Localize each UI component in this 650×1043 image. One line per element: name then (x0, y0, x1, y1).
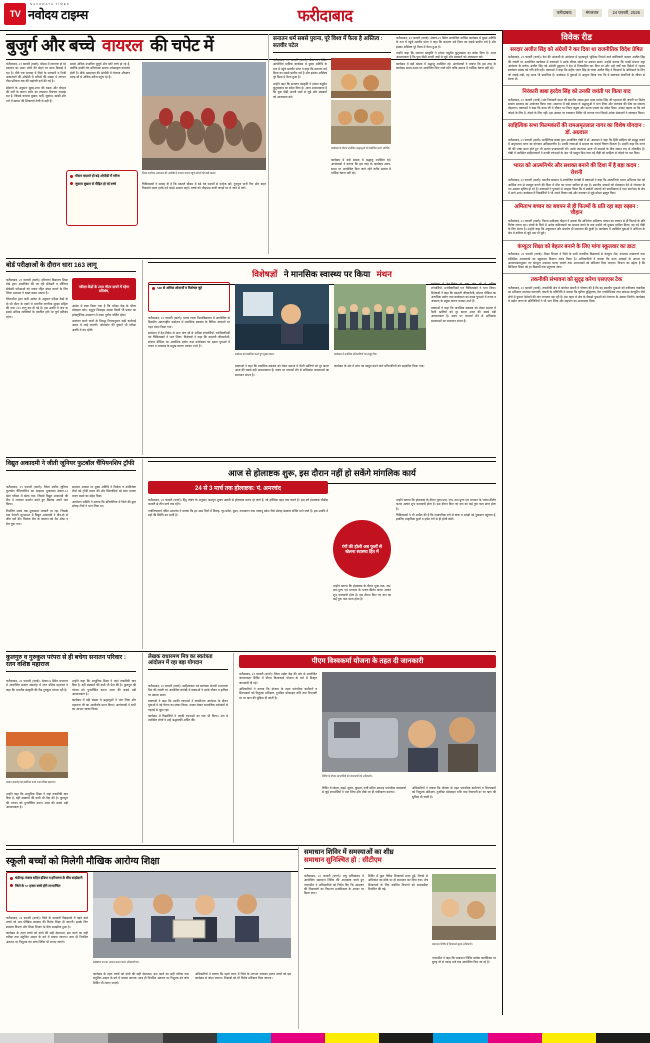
guru-headline: कुलगुरु व गुरुकुल परंपरा से ही बचेगा सनातन परिवार : रतन वशिष्ठ महाराज (6, 654, 126, 668)
holashtak-column-3: उन्होंने बताया कि होलाष्टक के दौरान पूजा-पाठ, जप, दान-पुण्य एवं भगवान के भजन-कीर्तन करना अत्यंत शुभ फलदायी होता है। इस दौरान किए गए दान का कई गुना फल प्राप्त होता है। चिकित्सकों ने भी अपील की है कि रासायनिक रंगों से त्वचा व आंखों को नुकसान पहुंचता है, इसलिए प्राकृतिक फूलों व हर्बल रंगों से ही होली खेलें। (396, 498, 496, 522)
lead-headline-part1: बुजुर्ग और बच्चे (6, 36, 95, 55)
pmvishwakarma-column-1: फरीदाबाद, 23 फरवरी (वार्ता)। जिला उद्योग केंद्र की ओर से आयोजित जागरूकता शिविर में पीएम विश्वकर्मा योजना के बारे में विस्तृत जानकारी दी गई। अधिकारियों ने बताया कि योजना के तहत पारंपरिक कारीगरों व शिल्पकारों को निशुल्क प्रशिक्षण, टूलकिट प्रोत्साहन राशि तथा रियायती दर पर ऋण की सुविधा दी जाती है। (239, 672, 317, 700)
school-health-photo (93, 872, 291, 958)
lead-bullet-1: मौसम बदलते ही बढ़े ओपीडी में मरीज (70, 174, 134, 179)
mental-column-4: सम्मेलन में देश-विदेश से आए पांच सौ से अधिक शोधार्थियों, मनोवैज्ञानिकों एवं चिकित्सकों ने भाग लिया। विशेषज्ञों ने कहा कि बदलती जीवनशैली, सोशल मीडिया का अत्यधिक प्रयोग तथा कार्यस्थल का दबाव युवाओं में तनाव व अवसाद के प्रमुख कारण बनकर उभरे हैं। वक्ताओं ने कहा कि मानसिक स्वास्थ्य को लेकर समाज में फैली भ्रांतियों को दूर करना आज की सबसे बड़ी आवश्यकता है। समय पर परामर्श लेने से अधिकांश समस्याओं का समाधान संभव है। (431, 282, 496, 323)
satnam-photo-caption: कार्यक्रम के दौरान उपस्थित श्रद्धालुओं को संबोधित करते अतिथि। (331, 147, 391, 150)
samadhan-photo (432, 874, 496, 940)
rail-item-2-title: निरंकारी बाबा हरदेव सिंह को उनकी जयंती पर किया याद (522, 89, 631, 96)
rail-item-2-body: फरीदाबाद, 23 फरवरी (वार्ता)। संत निरंकारी मंडल की स्थानीय शाखा द्वारा बाबा हरदेव सिंह जी महाराज की जयंती पर विशेष सत्संग समागम का आयोजन किया गया। समागम में बड़ी संख्या में श्रद्धालुओं ने भाग लिया और मानवता की सेवा का संकल्प दोहराया। वक्ताओं ने कहा कि बाबा जी ने जीवन भर विश्व बंधुत्व और मानव एकता का संदेश दिया। उनका कहना था कि धर्म जोड़ने के लिए है, तोड़ने के लिए नहीं। इस अवसर पर रक्तदान शिविर भी लगाया गया जिसमें अनेक सेवादारों ने रक्तदान किया। (508, 97, 645, 115)
holashtak-column-2: उन्होंने बताया कि होलाष्टक के दौरान पूजा-पाठ, जप, दान-पुण्य एवं भगवान के भजन-कीर्तन करना अत्यंत शुभ फलदायी होता है। इस दौरान किए गए दान का कई गुना फल प्राप्त होता है। (333, 584, 391, 601)
mental-photo-1 (235, 284, 329, 350)
school-bullet-2: जिले के 57 हजार बच्चे होंगे लाभान्वित (10, 884, 84, 889)
samadhan-column-1: फरीदाबाद, 23 फरवरी (वार्ता)। लघु सचिवालय में आयोजित समाधान शिविर की अध्यक्षता करते हुए नगराधीश ने अधिकारियों को निर्देश दिए कि आमजन की शिकायतों का निपटारा प्राथमिकता के आधार पर किया जाए। (304, 874, 364, 896)
lead-bullet-box (66, 170, 138, 226)
pmvishwakarma-photo-caption: शिविर के दौरान लाभार्थियों को जानकारी देते अधिकारी। (322, 775, 373, 778)
holashtak-headline-text: आज से होलाष्टक शुरू, इस दौरान नहीं हो सकेंगे मांगलिक कार्य (228, 468, 416, 478)
pmvishwakarma-photo (322, 672, 496, 772)
board-exam-banner: परीक्षा केंद्रों के 200 मीटर दायरे में रहेगा प्रतिबंध, (72, 278, 136, 300)
rail-item-1[interactable] (503, 44, 650, 86)
print-color-swatch (433, 1033, 487, 1043)
print-color-swatch (488, 1033, 542, 1043)
junior-football-headline: विद्युत अकादमी ने जीती जूनियर फुटबॉल चैंपियनशिप ट्रॉफी (6, 460, 135, 467)
lead-column-1: फरीदाबाद, 23 फरवरी (वार्ता)। मौसम में लगातार हो रहे बदलाव का असर लोगों की सेहत पर साफ दिखाई दे रहा है। बीते एक सप्ताह में जिले के सरकारी व निजी अस्पतालों की ओपीडी में मरीजों की संख्या में लगभग तीस प्रतिशत तक की बढ़ोतरी दर्ज की गई है। डॉक्टरों के अनुसार सुबह-शाम की ठंडक और दोपहर की गर्मी के कारण शरीर का तापमान नियंत्रण गड़बड़ा रहा है, जिससे वायरल बुखार, सर्दी, जुकाम, खांसी और गले में खराश की शिकायतें तेजी से बढ़ी हैं। (6, 62, 66, 103)
lead-column-3: चिकित्सकों ने सलाह दी है कि बदलते मौसम में ठंडे पेय पदार्थों से परहेज करें, गुनगुना पानी पिएं और बाहर निकलते समय हल्के गर्म कपड़े अवश्य पहनें। बच्चों को भीड़भाड़ वाली जगहों पर ले जाने से बचें। (142, 182, 266, 191)
writer-column-1: फरीदाबाद, 23 फरवरी (वार्ता)। साहित्यकार एवं स्वतंत्रता सेनानी राधारमण मित्र की जयंती पर आयोजित संगोष्ठी में वक्ताओं ने उनके जीवन व कृतित्व पर प्रकाश डाला। वक्ताओं ने कहा कि उनकी रचनाओं ने स्वाधीनता आंदोलन के दौरान युवाओं में नई चेतना का संचार किया। उनका लेखन सामाजिक सरोकारों से गहराई से जुड़ा रहा। कार्यक्रम में विद्यार्थियों ने उनकी रचनाओं का पाठ भी किया। अंत में उपस्थित लोगों ने उन्हें श्रद्धांजलि अर्पित की। (148, 684, 229, 723)
holashtak-banner: 24 से 3 मार्च तक होलाष्टक: पं. अमरचंद (148, 481, 328, 494)
guru-photo-caption: सत्संग समारोह को संबोधित करते रतन वशिष्ठ महाराज। (6, 781, 56, 784)
mental-headline-part1: विशेषज्ञों (252, 269, 278, 279)
school-health-bullet-box (6, 872, 88, 912)
pmvishwakarma-headline: पीएम विश्वकर्मा योजना के तहत दी जानकारी (239, 655, 496, 668)
rail-header: विवेक रीड (503, 30, 650, 44)
print-color-swatch (596, 1033, 650, 1043)
junior-column-1: फरीदाबाद, 23 फरवरी (वार्ता)। जिला स्तरीय जूनियर फुटबॉल चैंपियनशिप का फाइनल मुकाबला सेक्टर-12 खेल परिसर में खेला गया, जिसमें विद्युत अकादमी की टीम ने शानदार प्रदर्शन करते हुए खिताब अपने नाम किया। निर्धारित समय तक मुकाबला बराबरी पर रहा, जिसके बाद पेनल्टी शूटआउट में विद्युत अकादमी ने तीन-दो से जीत दर्ज की। विजेता टीम के कप्तान को मैन ऑफ द मैच चुना गया। (6, 485, 68, 526)
guru-column-2: उन्होंने कहा कि आधुनिक शिक्षा ने जहां तकनीकी ज्ञान दिया है, वहीं संस्कारों की कमी भी पैदा की है। कुलगुरु की परंपरा को पुनर्जीवित करना आज की सबसे बड़ी आवश्यकता है। कार्यक्रम में बड़ी संख्या में श्रद्धालुओं ने भाग लिया और महाराज जी का आशीर्वाद प्राप्त किया। आयोजकों ने सभी का आभार व्यक्त किया। (72, 679, 136, 711)
junior-column-2: समापन अवसर पर मुख्य अतिथि ने विजेता व उपविजेता टीमों को ट्रॉफी प्रदान की और खिलाड़ियों को खेल भावना बनाए रखने का संदेश दिया। आयोजन समिति ने बताया कि प्रतियोगिता में जिले की कुल सोलह टीमों ने भाग लिया था। (72, 485, 136, 509)
lead-bullet-2: जुकाम बुखार से पीड़ित हो रहे बच्चे (70, 182, 134, 187)
rail-item-3-title: साहित्यिक सभा फिल्मकारों की रामअमृतलाल नागर का विशेष योगदान : डॉ. अग्रवाल (508, 123, 645, 136)
brand-name-english: NAVODAYA TIMES (30, 2, 70, 6)
rail-item-6-body: फरीदाबाद, 23 फरवरी (वार्ता)। शिक्षा विभाग ने जिले के सभी राजकीय विद्यालयों से कंप्यूटर लैब, उपलब्ध उपकरणों तथा प्रशिक्षित अध्यापकों का स्कूलवार विवरण तलब किया है। अधिकारियों ने बताया कि प्राप्त आंकड़ों के आधार पर आवश्यकतानुसार नए कंप्यूटर उपलब्ध कराए जाएंगे तथा अध्यापकों को प्रशिक्षण दिया जाएगा। विभाग का उद्देश्य है कि डिजिटल शिक्षा को हर विद्यार्थी तक पहुंचाया जाए। (508, 252, 645, 270)
satnam-headline: सनातन धर्म सबसे पुराना, पूरे विश्व में फैला है अस्तित्व : सतवीर पटेल (273, 36, 383, 49)
school-health-column-3: अधिकारियों ने बताया कि पहले चरण में जिले के लगभग सत्तावन हजार बच्चों को इस कार्यक्रम से जोड़ा जाएगा। शिक्षकों को भी विशेष प्रशिक्षण दिया जाएगा। (195, 972, 291, 981)
dateline-date: 24 फरवरी, 2026 (608, 9, 644, 17)
mental-column-3: कार्यक्रम के अंत में शोध पत्र प्रस्तुत करने वाले प्रतिभागियों को सम्मानित किया गया। (334, 364, 425, 368)
print-mark (54, 1033, 108, 1043)
rail-item-6[interactable] (503, 241, 650, 275)
samadhan-headline-part1: समाधान शिविर में समस्याओं का शीघ्र (304, 849, 394, 856)
rail-item-3[interactable] (503, 120, 650, 160)
rail-item-1-body: फरीदाबाद, 23 फरवरी (वार्ता)। देश की आजादी के आंदोलन में महत्वपूर्ण भूमिका निभाने वाले क्रांतिकारी सरदार अजीत सिंह की जयंती पर आयोजित कार्यक्रम में वक्ताओं ने उनके जीवन संघर्ष पर प्रकाश डाला। उन्होंने बताया कि पगड़ी संभाल जट्टा आंदोलन के प्रणेता अजीत सिंह को अंग्रेजी हुकूमत ने देश से निष्कासित कर दिया था और उन्हें वर्षों तक विदेशों में रहकर स्वतंत्रता संग्राम को गति देनी पड़ी। वक्ताओं ने कहा कि शहीद भगत सिंह के चाचा अजीत सिंह ने किसानों के अधिकारों के लिए जो लड़ाई लड़ी, वह आज भी प्रासंगिक है। कार्यक्रम में युवाओं से आह्वान किया गया कि वे स्वतंत्रता सेनानियों के जीवन से प्रेरणा लें। (508, 55, 645, 82)
board-exam-column-2: आदेश में स्पष्ट किया गया है कि परीक्षा केंद्र के भीतर मोबाइल फोन, ब्लूटूथ डिवाइस अथवा किसी भी प्रकार का इलेक्ट्रॉनिक उपकरण ले जाना पूर्णतः वर्जित रहेगा। उल्लंघन करने वालों के विरुद्ध नियमानुसार कड़ी कार्रवाई अमल में लाई जाएगी। फोटोस्टेट की दुकानें भी परीक्षा अवधि में बंद रहेंगी। (72, 304, 136, 332)
lead-photo-caption: जिला नागरिक अस्पताल की ओपीडी में उपचार कराने पहुंचे मरीजों की लंबी कतार। (142, 172, 217, 175)
mental-headline-part3: मंथन (376, 269, 392, 279)
satnam-column-2: कार्यक्रम में बड़ी संख्या में श्रद्धालु उपस्थित रहे। आयोजकों ने बताया कि इस तरह के कार्यक्रम समय-समय पर आयोजित किए जाते रहेंगे ताकि समाज में धार्मिक चेतना बनी रहे। (331, 158, 391, 175)
guru-column-1b: उन्होंने कहा कि आधुनिक शिक्षा ने जहां तकनीकी ज्ञान दिया है, वहीं संस्कारों की कमी भी पैदा की है। कुलगुरु की परंपरा को पुनर्जीवित करना आज की सबसे बड़ी आवश्यकता है। (6, 792, 68, 809)
mental-column-1: फरीदाबाद, 23 फरवरी (वार्ता)। मानव रचना विश्वविद्यालय में आयोजित दो दिवसीय अंतरराष्ट्रीय सम्मेलन में मानसिक स्वास्थ्य के विविध आयामों पर गहन मंथन किया गया। सम्मेलन में देश-विदेश से आए पांच सौ से अधिक शोधार्थियों, मनोवैज्ञानिकों एवं चिकित्सकों ने भाग लिया। विशेषज्ञों ने कहा कि बदलती जीवनशैली, सोशल मीडिया का अत्यधिक प्रयोग तथा कार्यस्थल का दबाव युवाओं में तनाव व अवसाद के प्रमुख कारण बनकर उभरे हैं। (148, 316, 230, 348)
mental-headline-part2: ने मानसिक स्वास्थ्य पर किया (283, 269, 371, 279)
satnam-photo-1 (331, 58, 391, 98)
right-rail (502, 30, 650, 1015)
holashtak-circle-badge: रंगों की होली अब फूलों से खेलना स्वास्थ्य हित में (333, 520, 391, 578)
print-mark (163, 1033, 217, 1043)
satnam-column-3: फरीदाबाद, 23 फरवरी (वार्ता)। सेक्टर-21 स्थित आयोजित धार्मिक कार्यक्रम में मुख्य अतिथि के रूप में पहुंचे सतवीर पटेल ने कहा कि सनातन धर्म विश्व का सबसे प्राचीन धर्म है और इसका अस्तित्व पूरे विश्व में फैला हुआ है। उन्होंने कहा कि सनातन संस्कृति ने हमेशा वसुधैव कुटुम्बकम का संदेश दिया है। आज आवश्यकता है कि युवा पीढ़ी अपनी जड़ों से जुड़े और संस्कारों को आत्मसात करे। कार्यक्रम में बड़ी संख्या में श्रद्धालु उपस्थित रहे। आयोजकों ने बताया कि इस तरह के कार्यक्रम समय-समय पर आयोजित किए जाते रहेंगे ताकि समाज में धार्मिक चेतना बनी रहे। (396, 36, 496, 70)
satnam-photo-2 (331, 100, 391, 144)
print-color-swatch (379, 1033, 433, 1043)
samadhan-headline (304, 849, 496, 869)
school-bullet-1: चंडीगढ़-पंजाब सहित इंडिया व हरियाणा के बीच साझेदारी (10, 876, 84, 881)
satnam-column-1: फरीदाबाद, 23 फरवरी (वार्ता)। सेक्टर-21 स्थित आयोजित धार्मिक कार्यक्रम में मुख्य अतिथि के रूप में पहुंचे सतवीर पटेल ने कहा कि सनातन धर्म विश्व का सबसे प्राचीन धर्म है और इसका अस्तित्व पूरे विश्व में फैला हुआ है। उन्होंने कहा कि सनातन संस्कृति ने हमेशा वसुधैव कुटुम्बकम का संदेश दिया है। आज आवश्यकता है कि युवा पीढ़ी अपनी जड़ों से जुड़े और संस्कारों को आत्मसात करे। (273, 58, 327, 99)
board-exam-headline: बोर्ड परीक्षाओं के दौरान धारा 163 लागू (6, 262, 97, 269)
lead-headline-part3: की चपेट में (150, 36, 214, 55)
pmvishwakarma-column-2: शिविर में लोहार, बढ़ई, सुनार, कुम्हार, दर्जी सहित अठारह पारंपरिक व्यवसायों से जुड़े लाभार्थियों ने भाग लिया और मौके पर ही पंजीकरण कराया। (322, 786, 406, 795)
brand-name: नवोदय टाइम्स (28, 8, 88, 22)
print-color-swatch (217, 1033, 271, 1043)
dateline-day: मंगलवार (582, 9, 603, 17)
rail-item-1-title: सरदार अजीत सिंह को अंग्रेजों ने कर दिया था राजनीतिक विदेश प्रेषित (510, 47, 643, 53)
guru-column-1: फरीदाबाद, 23 फरवरी (वार्ता)। सेक्टर-9 स्थित सभागार में आयोजित सत्संग समारोह में रतन वशिष्ठ महाराज ने कहा कि भारतीय संस्कृति की रीढ़ गुरुकुल परंपरा रही है। (6, 679, 68, 692)
rail-item-3-body: फरीदाबाद, 23 फरवरी (वार्ता)। साहित्यिक संस्था द्वारा आयोजित गोष्ठी में डॉ. अग्रवाल ने कहा कि हिंदी साहित्य को समृद्ध बनाने में अमृतलाल नागर का योगदान अविस्मरणीय है। उनकी रचनाओं में समाज का यथार्थ चित्रण मिलता है। उन्होंने कहा कि नागर जी की भाषा सरल होते हुए भी अत्यंत प्रभावशाली थी। उनके उपन्यास आज भी पाठकों के बीच समान रूप से लोकप्रिय हैं। गोष्ठी में उपस्थित साहित्यकारों ने उनकी रचनाओं के अंश भी प्रस्तुत किए तथा नई पीढ़ी को साहित्य से जोड़ने पर बल दिया। (508, 138, 645, 155)
print-mark (108, 1033, 162, 1043)
print-mark (0, 1033, 54, 1043)
print-color-swatch (271, 1033, 325, 1043)
masthead (0, 0, 650, 31)
holashtak-column-1: फरीदाबाद, 23 फरवरी (वार्ता)। हिंदू पंचांग के अनुसार फाल्गुन शुक्ल अष्टमी से होलाष्टक प्रारंभ हो जाते हैं, जो होलिका दहन तक चलते हैं। इस वर्ष होलाष्टक चौबीस फरवरी से तीन मार्च तक रहेंगे। ज्योतिषाचार्य पंडित अमरचंद ने बताया कि इन आठ दिनों में विवाह, गृह प्रवेश, मुंडन, नामकरण तथा नववधू प्रवेश जैसे सोलह संस्कार वर्जित माने जाते हैं। इस अवधि में ग्रहों की स्थिति उग्र रहती है। (148, 498, 328, 517)
tv-logo-icon: TV (4, 3, 26, 25)
mental-photo-2 (334, 284, 426, 350)
rail-item-6-title: कंप्यूटर शिक्षा को बेहतर बनाने के लिए मांगा स्कूलवार का डाटा (517, 243, 636, 250)
board-exam-column-1: फरीदाबाद, 23 फरवरी (वार्ता)। हरियाणा विद्यालय शिक्षा बोर्ड द्वारा आयोजित की जा रही सेकेंडरी व सीनियर सेकेंडरी परीक्षाओं को नकल रहित संपन्न कराने के लिए जिला प्रशासन ने सख्त कदम उठाया है। जिलाधीश द्वारा जारी आदेश के अनुसार परीक्षा केंद्रों के दो सौ मीटर के दायरे में भारतीय नागरिक सुरक्षा संहिता की धारा 163 लागू कर दी गई है। इस अवधि में पांच या इससे अधिक व्यक्तियों के एकत्रित होने पर पूर्ण प्रतिबंध रहेगा। (6, 278, 68, 319)
registration-color-bar (0, 1033, 650, 1043)
school-health-photo-caption: समझौता पत्र का आदान-प्रदान करते अधिकारीगण। (93, 961, 140, 964)
dateline-place: फरीदाबाद (553, 9, 576, 17)
lead-photo (142, 62, 266, 170)
rail-item-4[interactable] (503, 160, 650, 200)
samadhan-headline-part2: समाधान सुनिश्चित हो : सीटीएम (304, 857, 382, 865)
mental-photo-1-caption: सम्मेलन को संबोधित करते हुए मुख्य वक्ता। (235, 353, 275, 356)
rail-item-7-body: फरीदाबाद, 23 फरवरी (वार्ता)। तकनीकी क्षेत्र में कार्यरत कंपनी ने घोषणा की है कि वह स्थानीय युवाओं को नवीनतम तकनीक का प्रशिक्षण उपलब्ध कराएगी। कंपनी के प्रतिनिधि ने बताया कि कृत्रिम बुद्धिमत्ता, डेटा एनालिटिक्स तथा क्लाउड कंप्यूटिंग जैसे क्षेत्रों में कुशल पेशेवरों की मांग लगातार बढ़ रही है। इस पहल से क्षेत्र के सैकड़ों युवाओं को रोजगार के अवसर मिलेंगे। कार्यक्रम में उद्योग जगत के प्रतिनिधियों ने भी भाग लिया और सहयोग का आश्वासन दिया। (508, 285, 645, 303)
school-health-column-1: फरीदाबाद, 23 फरवरी (वार्ता)। जिले के सरकारी विद्यालयों में पढ़ने वाले बच्चों को अब मौखिक स्वास्थ्य की विशेष शिक्षा दी जाएगी। इसके लिए स्वास्थ्य विभाग और शिक्षा विभाग के बीच समझौता हुआ है। कार्यक्रम के तहत बच्चों को दांतों की सही देखभाल, ब्रश करने का सही तरीका तथा संतुलित आहार के बारे में बताया जाएगा। साथ ही नियमित अंतराल पर निशुल्क दंत जांच शिविर भी लगाए जाएंगे। (6, 916, 88, 944)
guru-photo (6, 732, 68, 778)
mental-column-2: वक्ताओं ने कहा कि मानसिक स्वास्थ्य को लेकर समाज में फैली भ्रांतियों को दूर करना आज की सबसे बड़ी आवश्यकता है। समय पर परामर्श लेने से अधिकांश समस्याओं का समाधान संभव है। (235, 364, 329, 377)
rail-item-5[interactable] (503, 201, 650, 241)
samadhan-photo-caption: समाधान शिविर में शिकायतें सुनते अधिकारी। (432, 943, 473, 946)
lead-column-2: सबसे अधिक प्रभावित बुजुर्ग और छोटे बच्चे हो रहे हैं, क्योंकि इनकी रोग प्रतिरोधक क्षमता अपेक्षाकृत कमजोर होती है। बीके अस्पताल की ओपीडी में रोजाना औसतन बारह सौ से अधिक मरीज पहुंच रहे हैं। (70, 62, 130, 79)
rail-item-7[interactable] (503, 274, 650, 307)
mental-bullet-1: 500 से अधिक शोधार्थी व विशेषज्ञ जुटे (152, 286, 226, 291)
edition-name: फरीदाबाद (297, 8, 353, 25)
rail-item-5-title: अमिताभ बच्चन का बचपन से ही फिल्मों के प्रति रहा बड़ा रुझान : चौहान (514, 203, 639, 217)
rail-item-2[interactable] (503, 86, 650, 120)
rail-item-4-title: भारत को आत्मनिर्भर और सशक्त बनाने की दिशा में है बड़ा कदम : रोशनी (513, 163, 640, 176)
pmvishwakarma-column-3: अधिकारियों ने बताया कि योजना के तहत पारंपरिक कारीगरों व शिल्पकारों को निशुल्क प्रशिक्षण, टूलकिट प्रोत्साहन राशि तथा रियायती दर पर ऋण की सुविधा दी जाती है। (412, 786, 496, 799)
samadhan-column-3: नगराधीश ने कहा कि समाधान शिविर प्रत्येक कार्यदिवस पर सुबह नौ से ग्यारह बजे तक आयोजित किए जा रहे हैं। (432, 956, 496, 965)
rail-item-4-body: फरीदाबाद, 23 फरवरी (वार्ता)। स्थानीय संस्थान में आयोजित संगोष्ठी में वक्ताओं ने कहा कि आत्मनिर्भर भारत अभियान देश को आर्थिक रूप से मजबूत बनाने की दिशा में मील का पत्थर साबित हो रहा है। स्थानीय उत्पादों को प्रोत्साहन देने से रोजगार के नए अवसर सृजित हो रहे हैं। वक्ताओं ने युवाओं से आह्वान किया कि वे स्वदेशी उत्पादों को प्राथमिकता दें तथा स्टार्टअप के क्षेत्र में आगे आएं। कार्यक्रम में विद्यार्थियों ने भी अपने विचार रखे और नवाचार से जुड़े मॉडल प्रस्तुत किए। (508, 178, 645, 196)
school-health-column-2: कार्यक्रम के तहत बच्चों को दांतों की सही देखभाल, ब्रश करने का सही तरीका तथा संतुलित आहार के बारे में बताया जाएगा। साथ ही नियमित अंतराल पर निशुल्क दंत जांच शिविर भी लगाए जाएंगे। (93, 972, 189, 985)
print-color-swatch (542, 1033, 596, 1043)
samadhan-column-2: शिविर में कुल तैंतीस शिकायतें प्राप्त हुईं, जिनमें से अधिकांश का मौके पर ही समाधान कर दिया गया। शेष शिकायतों के लिए संबंधित विभागों को समयसीमा निर्धारित की गई। (368, 874, 428, 891)
school-health-headline: स्कूली बच्चों को मिलेगी मौखिक आरोग्य शिक्षा (6, 849, 298, 872)
rail-item-5-body: फरीदाबाद, 23 फरवरी (वार्ता)। फिल्म समीक्षक चौहान ने बताया कि अभिनेता अमिताभ बच्चन का बचपन से ही फिल्मों के प्रति विशेष लगाव रहा। संघर्ष के दिनों में अनेक कठिनाइयों का सामना करने के बाद उन्होंने जो मुकाम हासिल किया, वह नई पीढ़ी के लिए प्रेरणा है। उन्होंने कहा कि अनुशासन और समर्पण ही सफलता की कुंजी है। कार्यक्रम में उपस्थित युवाओं ने अभिनय के क्षेत्र में करियर से जुड़े प्रश्न भी पूछे। (508, 218, 645, 236)
rail-item-7-title: तकनीकी संभावना को सुदृढ़ करेगा एसएएस टेक (530, 277, 623, 284)
mental-photo-2-caption: कार्यक्रम में उपस्थित प्रतिभागियों का समूह चित्र। (334, 353, 378, 356)
writer-headline: लेखक राधारमण मित्र का स्वतंत्रता आंदोलन में रहा बड़ा योगदान (148, 654, 213, 666)
mental-bullet-box (148, 282, 230, 312)
lead-headline-part2: वायरल (102, 36, 143, 55)
print-color-swatch (325, 1033, 379, 1043)
column-divider (268, 34, 269, 254)
dateline (553, 9, 644, 17)
